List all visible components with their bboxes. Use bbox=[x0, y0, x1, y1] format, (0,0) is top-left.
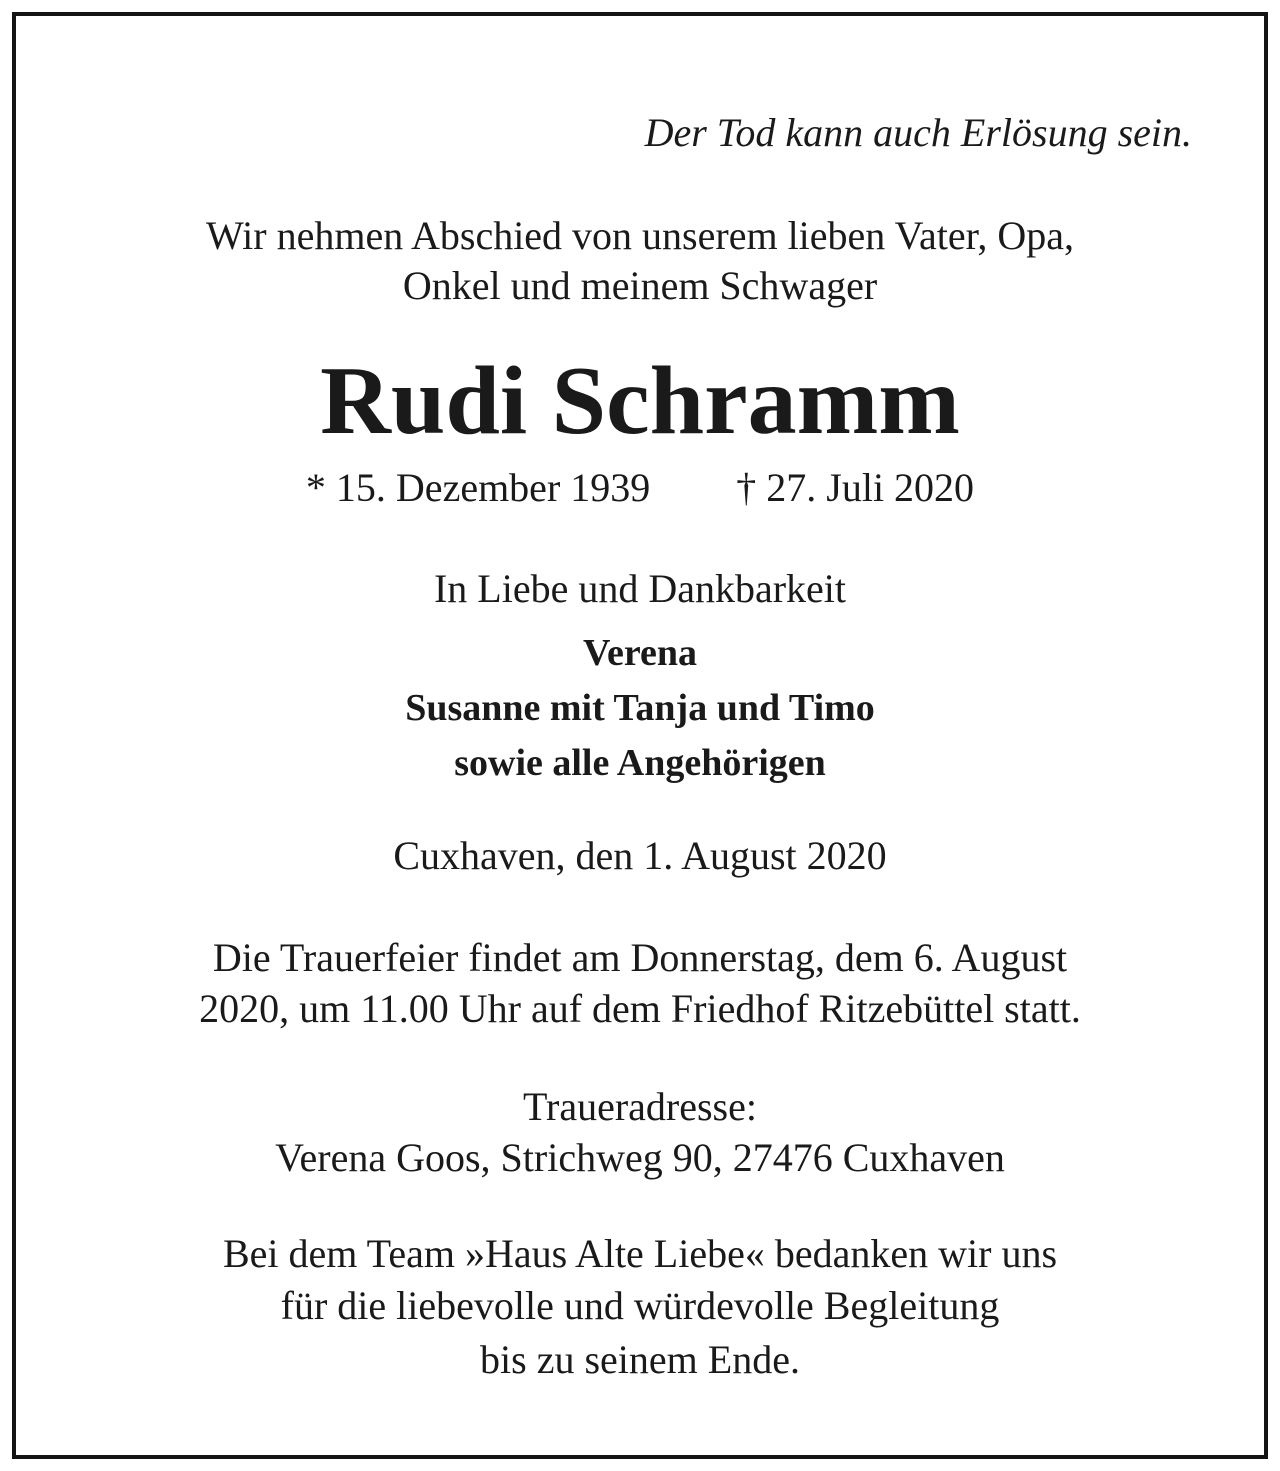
closing-phrase: In Liebe und Dankbarkeit bbox=[433, 566, 847, 611]
thanks-line-2: für die liebevolle und würdevolle Begleitung bbox=[280, 1283, 1000, 1328]
thanks-line-3: bis zu seinem Ende. bbox=[480, 1337, 800, 1382]
birth-date: * 15. Dezember 1939 bbox=[305, 465, 651, 510]
life-dates bbox=[16, 465, 1264, 510]
family-member: sowie alle Angehörigen bbox=[454, 742, 826, 784]
address-label: Traueradresse: bbox=[522, 1084, 757, 1129]
intro-line-2: Onkel und meinem Schwager bbox=[402, 263, 878, 308]
obituary-notice bbox=[12, 12, 1268, 1459]
family-member: Verena bbox=[583, 632, 697, 674]
ceremony-line-1: Die Trauerfeier findet am Donnerstag, dem 6. August bbox=[212, 935, 1068, 980]
motto: Der Tod kann auch Erlösung sein. bbox=[644, 110, 1192, 155]
ceremony-line-2: 2020, um 11.00 Uhr auf dem Friedhof Ritzebüttel statt. bbox=[199, 986, 1081, 1031]
deceased-name: Rudi Schramm bbox=[320, 347, 960, 455]
thanks-line-1: Bei dem Team »Haus Alte Liebe« bedanken wir uns bbox=[222, 1231, 1058, 1276]
place-date: Cuxhaven, den 1. August 2020 bbox=[393, 833, 887, 878]
intro-line-1: Wir nehmen Abschied von unserem lieben Vater, Opa, bbox=[205, 213, 1075, 258]
death-date: † 27. Juli 2020 bbox=[736, 465, 975, 510]
family-member: Susanne mit Tanja und Timo bbox=[405, 687, 875, 729]
address-value: Verena Goos, Strichweg 90, 27476 Cuxhaven bbox=[275, 1135, 1005, 1180]
